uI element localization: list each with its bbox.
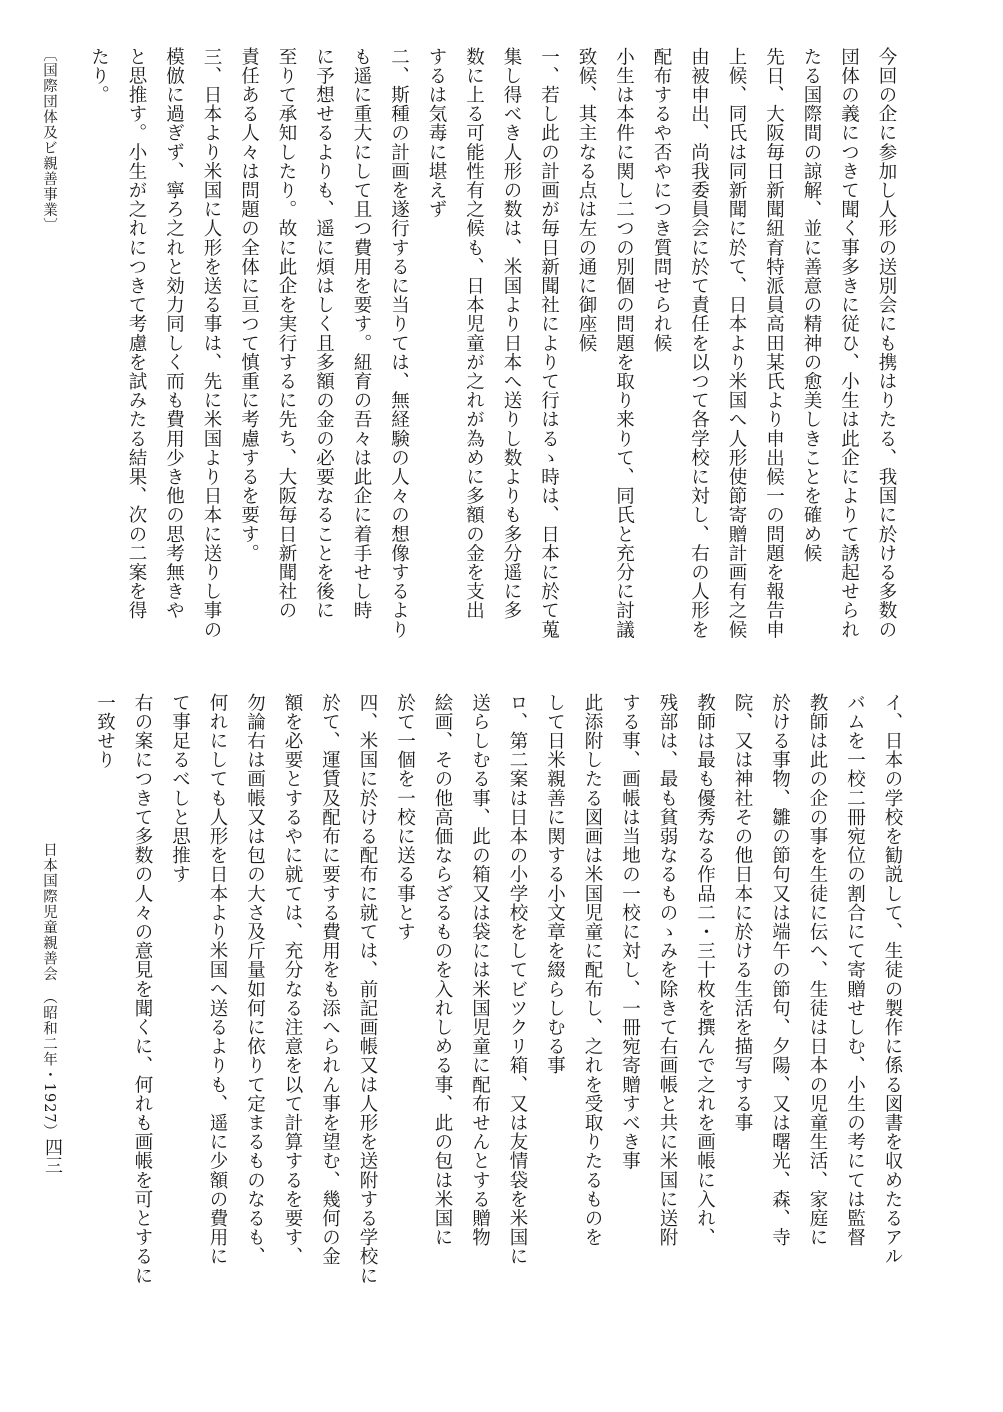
text-line: 教師は此の企の事を生徒に伝へ、生徒は日本の児童生活、家庭に	[807, 693, 828, 1247]
text-line: たり。	[88, 47, 110, 105]
text-line: 額を必要とするやに就ては、充分なる注意を以て計算するを要す、	[282, 693, 303, 1266]
text-line: 此添附したる図画は米国児童に配布し、之れを受取りたるものを	[582, 693, 603, 1247]
text-line: 右の案につきて多数の人々の意見を聞くに、何れも画帳を可とするに	[132, 693, 153, 1286]
text-line: 於て、運賃及配布に要する費用をも添へられん事を望む、幾何の金	[319, 693, 341, 1266]
text-line: たる国際間の諒解、並に善意の精神の愈美しきことを確め候	[801, 47, 822, 563]
upper-text-column	[88, 47, 905, 737]
text-line: するは気毒に堪えず	[426, 47, 447, 219]
text-line: 数に上る可能性有之候も、日本児童が之れが為めに多額の金を支出	[463, 47, 485, 620]
text-line: 一致せり	[94, 693, 116, 770]
text-line: 至りて承知したり。故に此企を実行するに先ち、大阪毎日新聞社の	[276, 47, 297, 620]
text-line: 何れにしても人形を日本より米国へ送るよりも、遥に少額の費用に	[207, 693, 228, 1266]
text-line: 配布するや否やにつき質問せられ候	[651, 47, 672, 353]
text-line: する事、画帳は当地の一校に対し、一冊宛寄贈すべき事	[619, 693, 641, 1171]
text-line: 勿論右は画帳又は包の大さ及斤量如何に依りて定まるものなるも、	[244, 693, 266, 1266]
running-header-source: 日本国際児童親善会 （昭和二年・1927）	[41, 842, 57, 1140]
text-line: 致候、其主なる点は左の通に御座候	[576, 47, 597, 353]
text-line: 教師は最も優秀なる作品二・三十枚を撰んで之れを画帳に入れ、	[694, 693, 716, 1247]
page-number: 四三	[42, 1138, 63, 1174]
text-line: 責任ある人々は問題の全体に亘つて慎重に考慮するを要す。	[238, 47, 260, 563]
text-line: 送らしむる事、此の箱又は袋には米国児童に配布せんとする贈物	[469, 693, 491, 1247]
text-line: 院、又は神社その他日本に於ける生活を描写する事	[732, 693, 753, 1133]
text-line: 四、米国に於ける配布に就ては、前記画帳又は人形を送附する学校に	[357, 693, 378, 1286]
text-line: ロ、第二案は日本の小学校をしてビツクリ箱、又は友情袋を米国に	[507, 693, 528, 1266]
text-line: 絵画、その他高価ならざるものを入れしめる事、此の包は米国に	[432, 693, 453, 1247]
text-line: に予想せるよりも、遥に煩はしく且多額の金の必要なることを後に	[313, 47, 335, 620]
text-line: 集し得べき人形の数は、米国より日本へ送りし数よりも多分遥に多	[501, 47, 522, 620]
text-line: 於ける事物、雛の節句又は端午の節句、夕陽、又は曙光、森、寺	[769, 693, 791, 1247]
running-header-category: 〔国際団体及ビ親善事業〕	[41, 47, 57, 233]
text-line: 先日、大阪毎日新聞紐育特派員高田某氏より申出候一の問題を報告申	[763, 47, 785, 640]
text-line: 於て一個を一校に送る事とす	[394, 693, 416, 942]
text-line: と思推す。小生が之れにつきて考慮を試みたる結果、次の二案を得	[126, 47, 147, 620]
text-line: て事足るべしと思推す	[169, 693, 191, 884]
text-line: イ、日本の学校を勧説して、生徒の製作に係る図書を収めたるアル	[882, 693, 903, 1266]
text-line: 今回の企に参加し人形の送別会にも携はりたる、我国に於ける多数の	[876, 47, 897, 640]
text-line: 由被申出、尚我委員会に於て責任を以つて各学校に対し、右の人形を	[688, 47, 710, 640]
text-line: 上候、同氏は同新聞に於て、日本より米国へ人形使節寄贈計画有之候	[726, 47, 747, 640]
text-line: 団体の義につきて聞く事多きに従ひ、小生は此企によりて誘起せられ	[838, 47, 860, 640]
text-line: 模倣に過ぎず、寧ろ之れと効力同しく而も費用少き他の思考無きや	[163, 47, 185, 620]
lower-text-column	[91, 693, 911, 1373]
text-line: バムを一校二冊宛位の割合にて寄贈せしむ、小生の考にては監督	[844, 693, 866, 1247]
text-line: 残部は、最も貧弱なるものゝみを除きて右画帳と共に米国に送附	[657, 693, 678, 1247]
text-line: も遥に重大にして且つ費用を要す。紐育の吾々は此企に着手せし時	[351, 47, 372, 620]
text-line: して日米親善に関する小文章を綴らしむる事	[544, 693, 566, 1075]
text-line: 二、斯種の計画を遂行するに当りては、無経験の人々の想像するより	[388, 47, 410, 640]
text-line: 一、若し此の計画が毎日新聞社によりて行はるゝ時は、日本に於て蒐	[538, 47, 560, 640]
text-line: 小生は本件に関し二つの別個の問題を取り来りて、同氏と充分に討議	[613, 47, 635, 640]
text-line: 三、日本より米国に人形を送る事は、先に米国より日本に送りし事の	[201, 47, 222, 640]
